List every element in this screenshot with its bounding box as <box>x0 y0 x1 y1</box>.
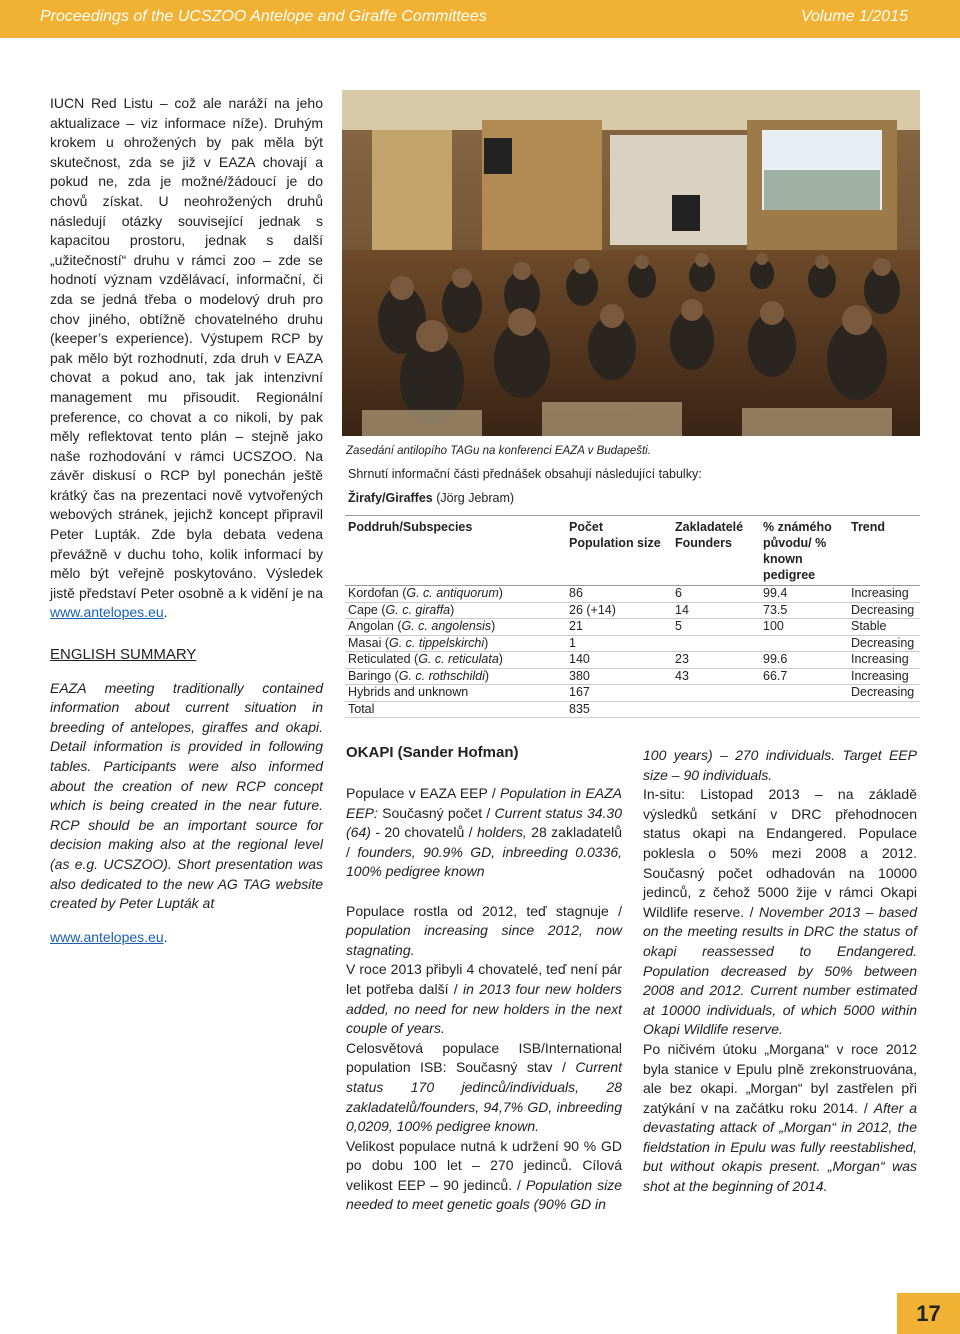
okapi-isb-paragraph: Celosvětová populace ISB/International population ISB: Současný stav / Current status 170 jedinců/individuals, 28 zakladatelů/founders, 94,7% GD, inbreeding 0,0209, 100% pedigree known. <box>346 1039 622 1135</box>
table-row <box>345 701 920 718</box>
col-founders: Zakladatelé Founders <box>672 516 760 586</box>
cell-subspecies: Hybrids and unknown <box>345 685 566 702</box>
cell-trend: Decreasing <box>848 685 920 702</box>
header-volume: Volume 1/2015 <box>800 8 908 25</box>
left-paragraph: IUCN Red Listu – což ale naráží na jeho aktualizace – viz informace níže). Druhým krokem u ohrožených by pak měla být skutečnost, zda se již v EAZA chovají a pokud ne, zda je možné/žádoucí je do chovů získat. U neohrožených druhů následují otázky související jednak s kapacitou prostoru, jednak s další „užitečností“ druhu v rámci zoo – zde se hodnotí význam vzdělávací, informační, či zda se jedná třeba o modelový druh pro chov jiného, obtížně chovatelného druhu (keeper’s experience). Výstupem RCP by pak mělo být rozhodnutí, zda druh v EAZA chovat a pokud ano, tak jak intenzivní management mu přisoudit. Regionální preference, co chovat a co nikoli, by pak měly reflektovat tento plán – stejně jako naše rozhodování v rámci UCSZOO. Na závěr diskusí o RCP byl ponechán ještě krátký čas na prezentaci nově vytvořených webových stránek, jejichž koncept připravil Peter Lupták. Zde byla debata vedena převážně v duchu toho, kolik informací by mělo být veřejně poskytováno. Výsledek jistě představí Peter osobně a k vidění je na www.antelopes.eu. <box>50 95 323 621</box>
giraffe-population-table <box>345 515 920 718</box>
table-header-row <box>345 516 920 586</box>
giraffe-heading: Žirafy/Giraffes (Jörg Jebram) <box>348 491 515 505</box>
summary-link-line: www.antelopes.eu. <box>50 928 168 945</box>
photo-caption: Zasedání antilopího TAGu na konferenci EAZA v Budapešti. <box>346 445 651 457</box>
table-body <box>345 586 920 718</box>
cell-trend: Decreasing <box>848 635 920 652</box>
cell-trend: Stable <box>848 619 920 636</box>
okapi-insitu-paragraph: In-situ: Listopad 2013 – na základě výsledků setkání v DRC přehodnocen status okapi na Endangered. Populace poklesla o 50% mezi 2008 a 2012. Současný počet odhadován na 10000 jedinců, z čehož 5000 žije v rámci Okapi Wildlife reserve. / November 2013 – based on the meeting results in DRC the status of okapi reassessed to Endangered. Population decreased by 50% between 2008 and 2012. Current number estimated at 10000 individuals, of which 5000 within Okapi Wildlife reserve. <box>643 786 918 1038</box>
okapi-holders-paragraph: V roce 2013 přibyli 4 chovatelé, teď není pár let potřeba další / in 2013 four new holders added, no need for new holders in the next couple of years. <box>346 961 622 1037</box>
okapi-column-left <box>346 784 622 1215</box>
cell-population: 26 (+14) <box>566 602 672 619</box>
table-row <box>345 685 920 702</box>
table-row <box>345 586 920 603</box>
cell-subspecies: Angolan (G. c. angolensis) <box>345 619 566 636</box>
antelopes-link[interactable]: www.antelopes.eu <box>50 604 164 621</box>
cell-founders: 6 <box>672 586 760 603</box>
page-header <box>0 0 960 38</box>
cell-trend <box>848 701 920 718</box>
col-trend: Trend <box>848 516 920 586</box>
table-row <box>345 668 920 685</box>
table-row <box>345 635 920 652</box>
cell-population: 380 <box>566 668 672 685</box>
cell-founders <box>672 635 760 652</box>
english-summary-title: ENGLISH SUMMARY <box>50 646 197 664</box>
cell-pedigree: 100 <box>760 619 848 636</box>
conference-hall-image <box>342 90 920 436</box>
okapi-trend-paragraph: Populace rostla od 2012, teď stagnuje / population increasing since 2012, now stagnating. <box>346 902 622 958</box>
cell-trend: Increasing <box>848 652 920 669</box>
cell-pedigree: 99.6 <box>760 652 848 669</box>
cell-subspecies: Reticulated (G. c. reticulata) <box>345 652 566 669</box>
summary-antelopes-link[interactable]: www.antelopes.eu <box>50 928 164 945</box>
cell-pedigree: 99.4 <box>760 586 848 603</box>
header-journal-title: Proceedings of the UCSZOO Antelope and Giraffe Committees <box>40 8 487 25</box>
cell-subspecies: Cape (G. c. giraffa) <box>345 602 566 619</box>
cell-subspecies: Baringo (G. c. rothschildi) <box>345 668 566 685</box>
okapi-column-right <box>643 746 917 1197</box>
okapi-eaza-paragraph: Populace v EAZA EEP / Population in EAZA EEP: Současný počet / Current status 34.30 (64) - 20 chovatelů / holders, 28 zakladatelů / founders, 90.9% GD, inbreeding 0.0336, 100% pedigree known <box>346 785 623 880</box>
cell-pedigree: 66.7 <box>760 668 848 685</box>
left-column <box>50 94 323 947</box>
cell-population: 167 <box>566 685 672 702</box>
cell-founders: 43 <box>672 668 760 685</box>
cell-subspecies: Masai (G. c. tippelskirchi) <box>345 635 566 652</box>
cell-population: 86 <box>566 586 672 603</box>
cell-trend: Increasing <box>848 586 920 603</box>
okapi-target-continued: 100 years) – 270 individuals. Target EEP size – 90 individuals. <box>643 747 917 783</box>
cell-founders <box>672 685 760 702</box>
cell-trend: Decreasing <box>848 602 920 619</box>
cell-pedigree <box>760 635 848 652</box>
okapi-morgan-paragraph: Po ničivém útoku „Morgana“ v roce 2012 byla stanice v Epulu plně zrekonstruována, ale bez okapi. „Morgan“ byl zastřelen při zatýkání v na začátku roku 2014. / After a devastating attack of „Morgan“ in 2012, the fieldstation in Epulu was fully reestablished, but without okapis present. „Morgan“ was shot at the beginning of 2014. <box>643 1040 917 1195</box>
cell-pedigree <box>760 701 848 718</box>
cell-subspecies: Kordofan (G. c. antiquorum) <box>345 586 566 603</box>
cell-founders: 23 <box>672 652 760 669</box>
cell-subspecies: Total <box>345 701 566 718</box>
conference-photo <box>342 90 920 436</box>
okapi-heading: OKAPI (Sander Hofman) <box>346 744 519 761</box>
table-row <box>345 602 920 619</box>
tables-intro: Shrnutí informační části přednášek obsahují následující tabulky: <box>348 467 702 481</box>
table-row <box>345 652 920 669</box>
col-pedigree: % známého původu/ % known pedigree <box>760 516 848 586</box>
cell-pedigree: 73.5 <box>760 602 848 619</box>
cell-pedigree <box>760 685 848 702</box>
page-number: 17 <box>897 1293 960 1334</box>
cell-founders <box>672 701 760 718</box>
cell-trend: Increasing <box>848 668 920 685</box>
cell-population: 835 <box>566 701 672 718</box>
col-subspecies: Poddruh/Subspecies <box>345 516 566 586</box>
col-population: Počet Population size <box>566 516 672 586</box>
cell-population: 21 <box>566 619 672 636</box>
english-summary-text: EAZA meeting traditionally contained information about current situation in breeding of antelopes, giraffes and okapi. Detail information is provided in following tables. Participants were also informed about the creation of new RCP concept which is being created in the near future. RCP should be an important source for decision making also at the regional level (as e.g. UCSZOO). Short presentation was also dedicated to the new AG TAG website created by Peter Lupták at <box>50 679 323 912</box>
cell-founders: 14 <box>672 602 760 619</box>
okapi-target-paragraph: Velikost populace nutná k udržení 90 % GD po dobu 100 let – 270 jedinců. Cílová velikost EEP – 90 jedinců. / Population size needed to meet genetic goals (90% GD in <box>346 1137 622 1213</box>
cell-founders: 5 <box>672 619 760 636</box>
cell-population: 140 <box>566 652 672 669</box>
table-row <box>345 619 920 636</box>
cell-population: 1 <box>566 635 672 652</box>
